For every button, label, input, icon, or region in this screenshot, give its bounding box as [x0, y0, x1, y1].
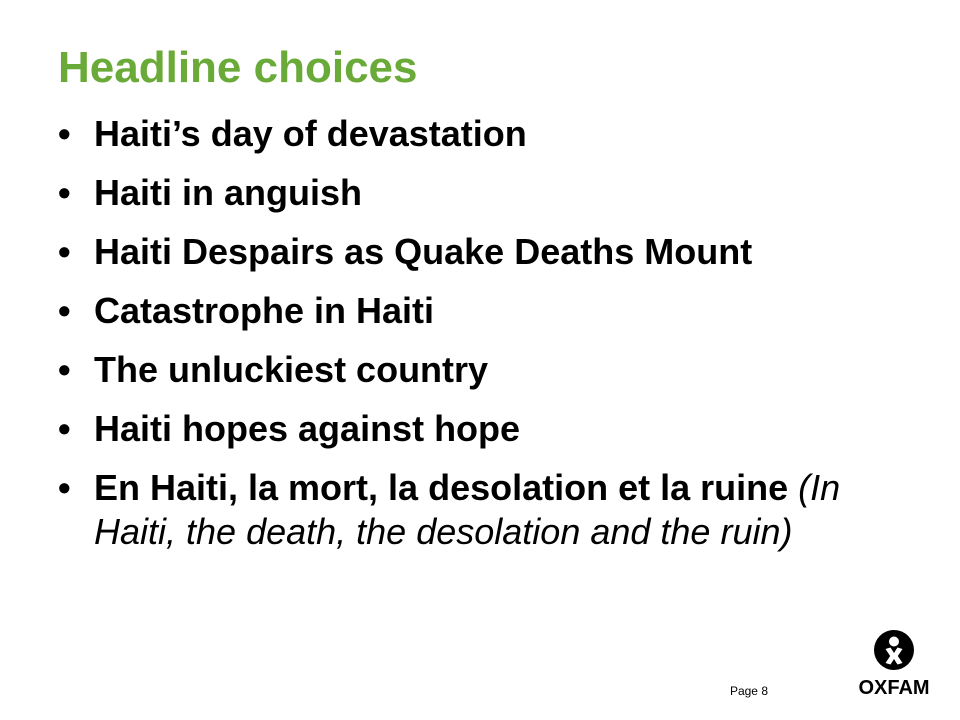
list-item-text: The unluckiest country — [94, 349, 489, 390]
list-item — [58, 289, 878, 333]
list-item — [58, 171, 878, 215]
list-item-text: Haiti Despairs as Quake Deaths Mount — [94, 231, 753, 272]
list-item-text: Catastrophe in Haiti — [94, 290, 435, 331]
list-item — [58, 112, 878, 156]
bullet-icon: • — [58, 172, 71, 213]
list-item — [58, 407, 878, 451]
bullet-icon: • — [58, 290, 71, 331]
list-item — [58, 230, 878, 274]
slide-title: Headline choices — [58, 43, 418, 92]
bullet-icon: • — [58, 349, 71, 390]
list-item-text: Haiti’s day of devastation — [94, 113, 527, 154]
oxfam-wordmark: OXFAM — [858, 677, 930, 699]
page-number: Page 8 — [729, 684, 768, 698]
bullet-icon: • — [58, 113, 71, 154]
bullet-icon: • — [58, 231, 71, 272]
list-item-text: Haiti hopes against hope — [94, 408, 521, 449]
list-item — [58, 348, 878, 392]
bullet-icon: • — [58, 467, 71, 508]
list-item-text: Haiti in anguish — [94, 172, 363, 213]
list-item-translation: (In Haiti, the death, the desolation and the ruin) — [94, 467, 841, 552]
list-item — [58, 466, 878, 554]
oxfam-logo-icon — [874, 630, 914, 670]
oxfam-logo — [856, 630, 932, 702]
bullet-icon: • — [58, 408, 71, 449]
headline-list — [58, 112, 878, 569]
list-item-text: En Haiti, la mort, la desolation et la ruine — [94, 467, 789, 508]
